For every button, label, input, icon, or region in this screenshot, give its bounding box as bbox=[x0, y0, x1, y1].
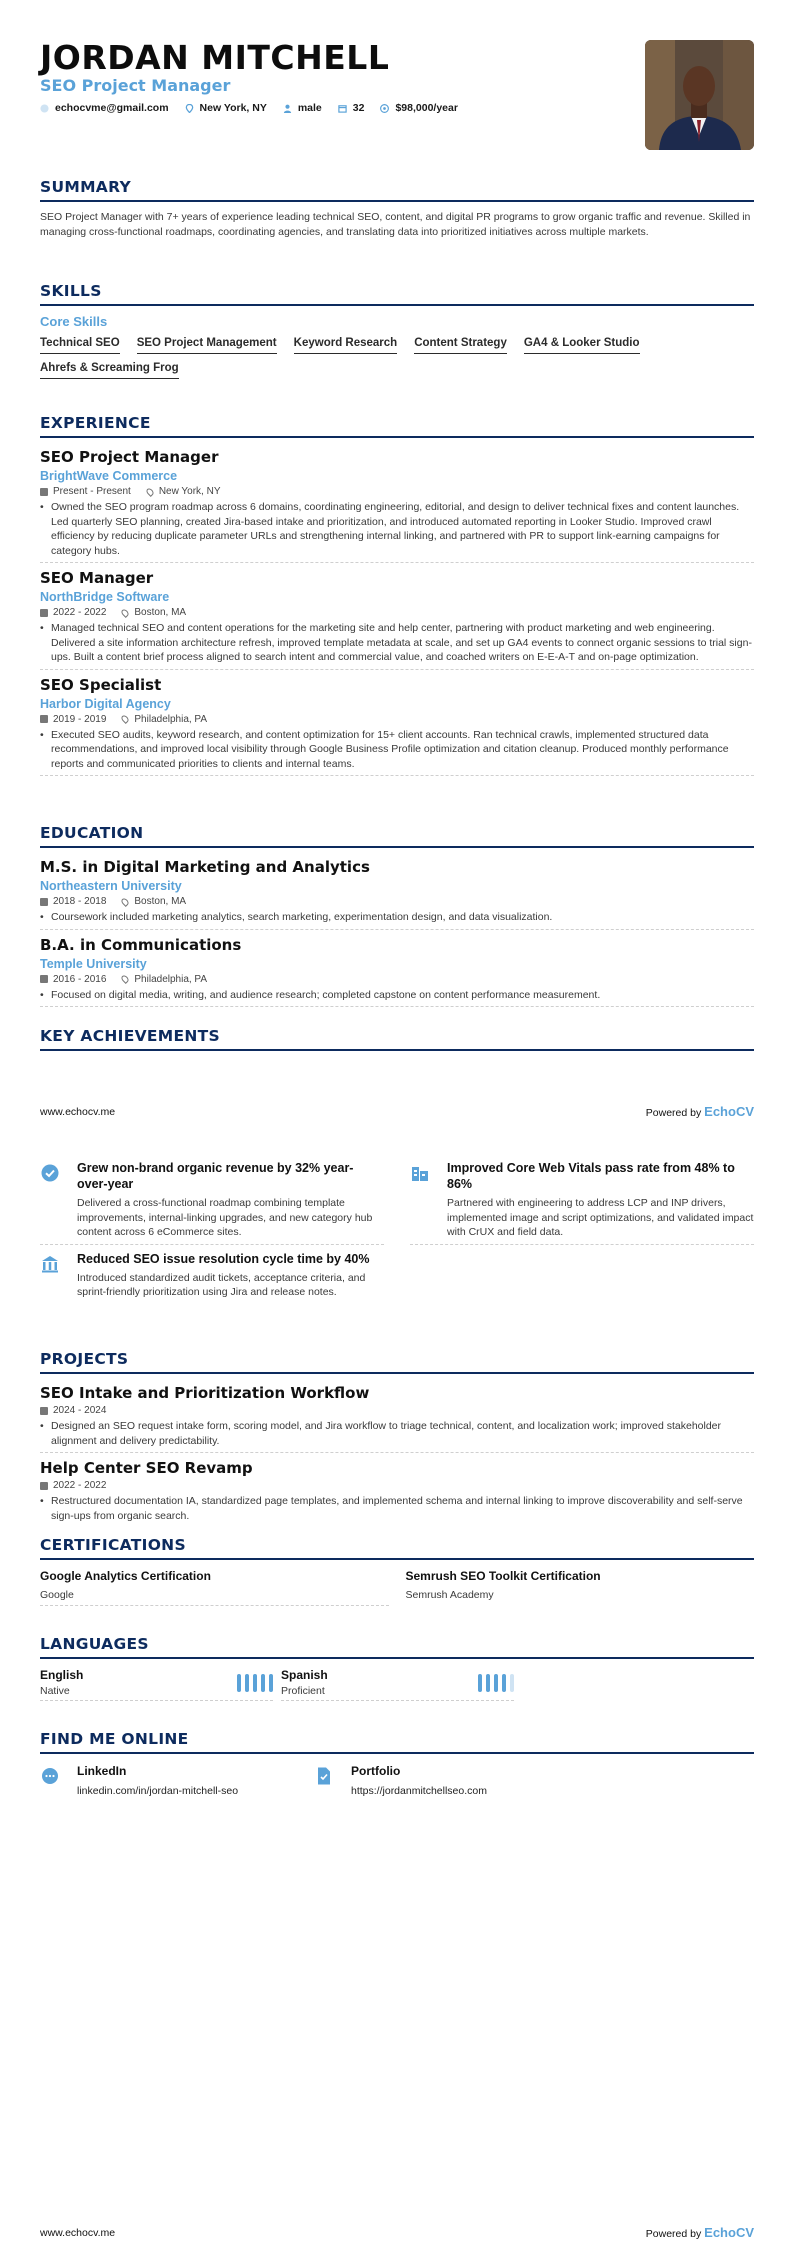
contact-age-text: 32 bbox=[352, 102, 365, 114]
institution-icon bbox=[40, 1254, 60, 1274]
building-icon bbox=[410, 1163, 430, 1183]
summary-text: SEO Project Manager with 7+ years of experience leading technical SEO, content, and digital PR programs to grow organic traffic and revenue. Skilled in managing cross-functional roadmaps, coordinating agencies, and translating data into prioritized initiatives across multiple markets. bbox=[40, 211, 751, 238]
calendar-icon bbox=[40, 1407, 48, 1415]
footer-site[interactable]: www.echocv.me bbox=[40, 1105, 116, 1118]
achievement-text: Delivered a cross-functional roadmap combining template improvements, internal-linking upgrades, and new category hub content across 6 eCommerce sites. bbox=[77, 1197, 373, 1238]
online-links bbox=[40, 1764, 754, 1797]
job-title: SEO Specialist bbox=[40, 675, 162, 694]
projects-heading: PROJECTS bbox=[40, 1350, 754, 1374]
summary-heading: SUMMARY bbox=[40, 178, 754, 202]
skill-item: Content Strategy bbox=[414, 337, 507, 354]
portrait-image bbox=[645, 40, 754, 150]
projects-section bbox=[0, 1350, 794, 1523]
footer-powered-text: Powered by bbox=[645, 1107, 702, 1119]
email-icon bbox=[40, 104, 49, 113]
certification-item bbox=[406, 1569, 755, 1606]
job-dates: 2022 - 2022 bbox=[53, 607, 107, 618]
skill-item: GA4 & Looker Studio bbox=[524, 337, 640, 354]
education-dates: 2018 - 2018 bbox=[53, 896, 107, 907]
education-section bbox=[0, 824, 794, 1007]
contact-gender-text: male bbox=[297, 102, 322, 114]
location-icon bbox=[120, 714, 130, 724]
company-name: BrightWave Commerce bbox=[40, 469, 178, 483]
rating-bar bbox=[269, 1674, 273, 1692]
job-meta bbox=[40, 714, 754, 725]
project-item bbox=[40, 1459, 754, 1523]
experience-section bbox=[0, 414, 794, 776]
education-location: Boston, MA bbox=[134, 896, 187, 907]
page-footer bbox=[40, 2225, 754, 2240]
calendar-icon bbox=[40, 898, 48, 906]
rating-bar bbox=[494, 1674, 498, 1692]
contact-gender bbox=[283, 102, 322, 114]
school-name: Northeastern University bbox=[40, 879, 182, 893]
language-level: Proficient bbox=[281, 1685, 325, 1697]
project-meta bbox=[40, 1480, 754, 1491]
calendar-icon bbox=[40, 488, 48, 496]
education-location: Philadelphia, PA bbox=[134, 973, 208, 985]
project-meta bbox=[40, 1405, 754, 1416]
education-meta bbox=[40, 974, 754, 985]
experience-item bbox=[40, 448, 754, 563]
candidate-title: SEO Project Manager bbox=[40, 76, 231, 95]
language-name: Spanish bbox=[281, 1668, 328, 1682]
online-label: Portfolio bbox=[351, 1764, 401, 1778]
project-item bbox=[40, 1384, 754, 1453]
certifications-grid bbox=[40, 1569, 754, 1606]
chat-icon bbox=[40, 1766, 60, 1786]
languages-heading: LANGUAGES bbox=[40, 1635, 754, 1659]
page-footer bbox=[40, 1104, 754, 1119]
job-description: • Executed SEO audits, keyword research, and content optimization for 15+ client accounts. Ran technical crawls, implemented structured data recommendations, and improved local visibility through Google Business Profile optimization and citation cleanup. Produced monthly performance reports and communicated priorities to clients and internal teams. bbox=[40, 728, 754, 776]
contact-salary bbox=[380, 102, 457, 114]
language-item bbox=[40, 1668, 273, 1701]
rating-bar bbox=[502, 1674, 506, 1692]
school-name: Temple University bbox=[40, 956, 147, 971]
job-dates: 2019 - 2019 bbox=[53, 713, 107, 725]
achievement-title: Improved Core Web Vitals pass rate from 48% to 86% bbox=[447, 1161, 735, 1191]
degree-title: M.S. in Digital Marketing and Analytics bbox=[40, 858, 370, 876]
footer-powered bbox=[646, 1104, 754, 1119]
achievements-grid bbox=[40, 1160, 754, 1304]
contact-email bbox=[40, 102, 169, 114]
online-label: LinkedIn bbox=[77, 1764, 127, 1778]
calendar-icon bbox=[338, 104, 347, 113]
skills-subheading: Core Skills bbox=[40, 314, 108, 329]
job-meta bbox=[40, 607, 754, 618]
profile-photo bbox=[645, 40, 754, 150]
summary-section bbox=[0, 178, 794, 239]
languages-section bbox=[0, 1635, 794, 1701]
certification-item bbox=[40, 1569, 389, 1606]
project-dates: 2024 - 2024 bbox=[53, 1405, 107, 1416]
certifications-heading: CERTIFICATIONS bbox=[40, 1536, 754, 1560]
achievements-section bbox=[0, 1027, 794, 1051]
rating-bar bbox=[253, 1674, 257, 1692]
education-item bbox=[40, 936, 754, 1008]
footer-brand: EchoCV bbox=[704, 2225, 754, 2240]
contact-salary-text: $98,000/year bbox=[395, 102, 458, 114]
rating-bar bbox=[261, 1674, 265, 1692]
online-url[interactable]: linkedin.com/in/jordan-mitchell-seo bbox=[77, 1785, 239, 1797]
certifications-section bbox=[0, 1536, 794, 1606]
calendar-icon bbox=[40, 975, 48, 983]
contact-age bbox=[338, 102, 365, 114]
job-dates: Present - Present bbox=[53, 486, 131, 497]
contact-location bbox=[185, 102, 267, 114]
achievement-item bbox=[410, 1160, 754, 1245]
footer-site[interactable]: www.echocv.me bbox=[40, 2226, 116, 2239]
experience-item bbox=[40, 569, 754, 670]
online-item-linkedin[interactable] bbox=[40, 1764, 286, 1797]
online-section bbox=[0, 1730, 794, 1797]
job-location: Boston, MA bbox=[134, 607, 187, 618]
check-badge-icon bbox=[40, 1163, 60, 1183]
calendar-icon bbox=[40, 609, 48, 617]
achievements-content bbox=[0, 1160, 794, 1304]
online-url[interactable]: https://jordanmitchellseo.com bbox=[351, 1785, 487, 1797]
calendar-icon bbox=[40, 1482, 48, 1490]
location-icon bbox=[145, 487, 155, 497]
person-icon bbox=[283, 104, 292, 113]
rating-bar bbox=[486, 1674, 490, 1692]
language-level: Native bbox=[40, 1685, 70, 1697]
job-description: • Owned the SEO program roadmap across 6 domains, coordinating engineering, editorial, and design to deliver technical fixes and content launches. Led quarterly SEO planning, created Jira-based intake and prioritization, and introduced automated reporting in Looker Studio. Improved crawl efficiency by reducing duplicate parameter URLs and strengthening internal linking, and partnered with PR to support link-earning campaigns for category hubs. bbox=[40, 500, 754, 562]
achievement-title: Reduced SEO issue resolution cycle time by 40% bbox=[77, 1251, 370, 1266]
contact-email-text: echocvme@gmail.com bbox=[55, 102, 169, 114]
project-title: Help Center SEO Revamp bbox=[40, 1459, 253, 1477]
certification-title: Semrush SEO Toolkit Certification bbox=[405, 1569, 601, 1583]
certification-issuer: Google bbox=[40, 1589, 74, 1601]
achievement-item bbox=[40, 1251, 384, 1304]
company-name: Harbor Digital Agency bbox=[40, 696, 171, 711]
contact-row bbox=[40, 102, 474, 114]
languages-list bbox=[40, 1668, 754, 1701]
skill-item: Keyword Research bbox=[294, 337, 398, 354]
education-dates: 2016 - 2016 bbox=[53, 973, 107, 985]
company-name: NorthBridge Software bbox=[40, 590, 170, 604]
achievement-text: Partnered with engineering to address LCP and INP drivers, implemented image and script optimizations, and validated impact with CrUX and field data. bbox=[447, 1197, 754, 1238]
education-description: • Coursework included marketing analytics, search marketing, experimentation design, and data visualization. bbox=[40, 910, 754, 929]
project-title: SEO Intake and Prioritization Workflow bbox=[40, 1384, 370, 1402]
job-location: New York, NY bbox=[158, 486, 221, 497]
rating-bar bbox=[510, 1674, 514, 1692]
achievements-heading: KEY ACHIEVEMENTS bbox=[40, 1027, 754, 1051]
location-icon bbox=[120, 608, 130, 618]
job-location: Philadelphia, PA bbox=[134, 713, 208, 725]
language-item bbox=[281, 1668, 514, 1701]
rating-bar bbox=[478, 1674, 482, 1692]
footer-powered-text: Powered by bbox=[645, 2228, 702, 2240]
experience-item bbox=[40, 676, 754, 777]
project-description: • Designed an SEO request intake form, scoring model, and Jira workflow to triage technical, content, and localization work; improved stakeholder alignment and delivery predictability. bbox=[40, 1419, 754, 1452]
job-title: SEO Project Manager bbox=[40, 448, 219, 466]
document-icon bbox=[314, 1766, 334, 1786]
language-name: English bbox=[40, 1668, 84, 1682]
experience-heading: EXPERIENCE bbox=[40, 414, 754, 438]
language-rating bbox=[474, 1668, 514, 1697]
candidate-name: JORDAN MITCHELL bbox=[40, 38, 390, 77]
location-icon bbox=[120, 897, 130, 907]
achievement-item bbox=[40, 1160, 384, 1245]
project-dates: 2022 - 2022 bbox=[53, 1480, 107, 1491]
skill-item: SEO Project Management bbox=[137, 337, 277, 354]
footer-powered bbox=[646, 2225, 754, 2240]
skill-item: Ahrefs & Screaming Frog bbox=[40, 362, 179, 379]
rating-bar bbox=[245, 1674, 249, 1692]
degree-title: B.A. in Communications bbox=[40, 935, 242, 954]
calendar-icon bbox=[40, 715, 48, 723]
skills-heading: SKILLS bbox=[40, 282, 754, 306]
education-item bbox=[40, 858, 754, 930]
certification-issuer: Semrush Academy bbox=[405, 1589, 494, 1601]
online-item-portfolio[interactable] bbox=[314, 1764, 487, 1797]
education-description: • Focused on digital media, writing, and audience research; completed capstone on content performance measurement. bbox=[40, 988, 754, 1007]
money-icon bbox=[380, 104, 389, 113]
education-meta bbox=[40, 896, 754, 907]
project-description: • Restructured documentation IA, standardized page templates, and implemented schema and internal linking to improve discoverability and self-serve sign-ups from organic search. bbox=[40, 1494, 754, 1523]
education-heading: EDUCATION bbox=[40, 824, 754, 848]
skill-item: Technical SEO bbox=[40, 337, 120, 354]
achievement-title: Grew non-brand organic revenue by 32% year-over-year bbox=[77, 1161, 354, 1191]
footer-brand: EchoCV bbox=[704, 1104, 754, 1119]
skills-list bbox=[40, 329, 754, 379]
certification-title: Google Analytics Certification bbox=[40, 1569, 211, 1583]
contact-location-text: New York, NY bbox=[199, 102, 267, 114]
job-description: • Managed technical SEO and content operations for the marketing site and help center, partnering with product marketing and web engineering. Delivered a site information architecture refresh, improved template metadata at scale, and set up GA4 events to connect organic sessions to trial sign-ups. Built a content brief process aligned to search intent and commercial value, and coached writers on E-E-A-T and on-page optimization. bbox=[40, 621, 754, 669]
job-title: SEO Manager bbox=[40, 569, 154, 587]
skills-section bbox=[0, 282, 794, 379]
online-heading: FIND ME ONLINE bbox=[40, 1730, 754, 1754]
location-icon bbox=[185, 104, 194, 113]
job-meta bbox=[40, 486, 754, 497]
language-rating bbox=[233, 1668, 273, 1697]
rating-bar bbox=[237, 1674, 241, 1692]
achievement-text: Introduced standardized audit tickets, acceptance criteria, and sprint-friendly prioritization using Jira and release notes. bbox=[77, 1271, 366, 1298]
location-icon bbox=[120, 974, 130, 984]
